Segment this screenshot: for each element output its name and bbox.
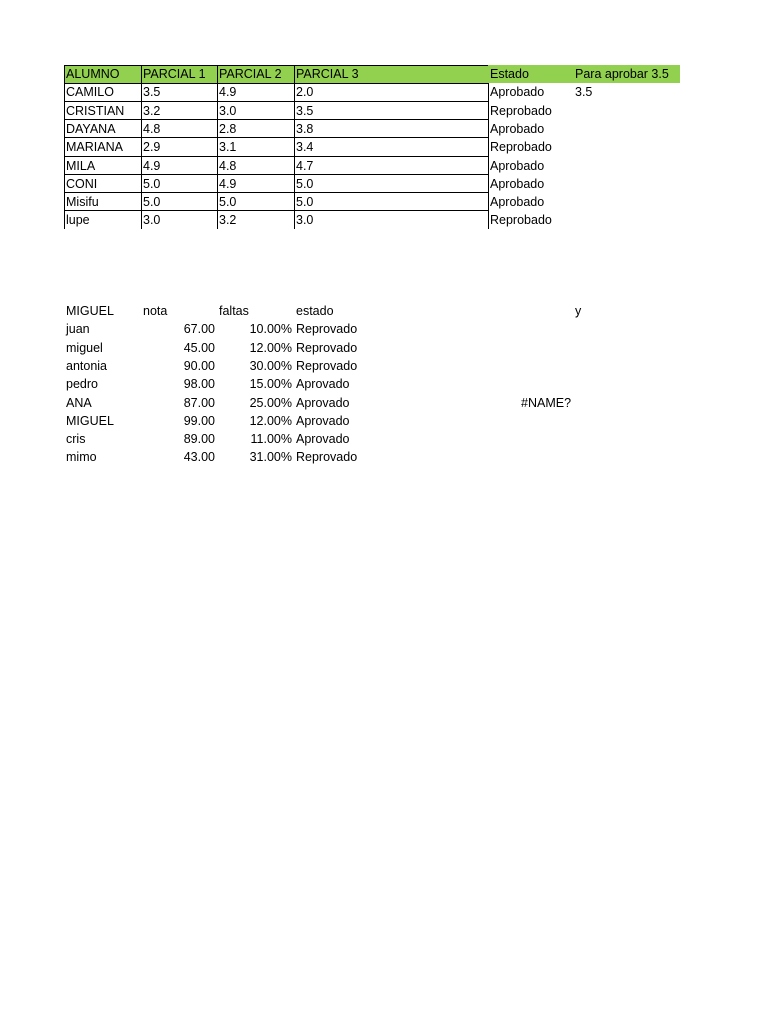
header-parcial-3[interactable]: PARCIAL 3 xyxy=(294,65,488,83)
table-cell[interactable]: juan xyxy=(66,322,90,336)
grid-line xyxy=(64,137,489,138)
table-cell[interactable]: 4.9 xyxy=(219,176,237,191)
table-cell[interactable]: Reprovado xyxy=(296,358,358,373)
table-cell[interactable]: 3.4 xyxy=(296,139,314,154)
grid-line xyxy=(64,174,489,175)
table-cell[interactable]: Reprovado xyxy=(296,450,358,464)
threshold-label[interactable]: Para aprobar 3.5 xyxy=(573,65,680,83)
table-cell[interactable]: 4.9 xyxy=(219,85,237,99)
table-cell[interactable]: lupe xyxy=(66,212,90,227)
grid-line xyxy=(64,83,489,84)
y-label[interactable]: y xyxy=(575,304,582,318)
estado-cell[interactable]: Aprobado xyxy=(490,158,545,173)
table-cell[interactable]: Aprovado xyxy=(296,431,350,446)
table-cell[interactable]: 2.8 xyxy=(219,121,237,136)
table-cell[interactable]: CAMILO xyxy=(66,85,114,99)
table-cell[interactable]: 30.00% xyxy=(249,358,292,373)
table-cell[interactable]: 45.00 xyxy=(183,340,215,355)
table-cell[interactable]: 5.0 xyxy=(219,194,237,209)
threshold-value[interactable]: 3.5 xyxy=(575,85,593,99)
grid-line xyxy=(64,119,489,120)
table-cell[interactable]: cris xyxy=(66,431,86,446)
table-cell[interactable]: mimo xyxy=(66,450,97,464)
estado-cell[interactable]: Reprobado xyxy=(490,103,552,118)
table-cell[interactable]: MILA xyxy=(66,158,96,173)
table-cell[interactable]: Aprovado xyxy=(296,413,350,428)
table-cell[interactable]: 3.0 xyxy=(296,212,314,227)
grid-line xyxy=(64,65,65,229)
table-cell[interactable]: 4.9 xyxy=(143,158,161,173)
estado-cell[interactable]: Reprobado xyxy=(490,212,552,227)
table-cell[interactable]: pedro xyxy=(66,377,98,391)
table-cell[interactable]: 15.00% xyxy=(249,377,292,391)
table-cell[interactable]: 87.00 xyxy=(183,395,215,410)
header-parcial-2[interactable]: PARCIAL 2 xyxy=(217,65,294,83)
grid-line xyxy=(141,65,142,229)
header-faltas[interactable]: faltas xyxy=(219,304,249,318)
grid-line xyxy=(217,65,218,229)
table-cell[interactable]: 3.8 xyxy=(296,121,314,136)
table-cell[interactable]: Misifu xyxy=(66,194,99,209)
grid-line xyxy=(64,210,489,211)
grid-line xyxy=(64,65,489,66)
table-cell[interactable]: 5.0 xyxy=(296,176,314,191)
header-estado-2[interactable]: estado xyxy=(296,304,334,318)
estado-cell[interactable]: Aprobado xyxy=(490,194,545,209)
table-cell[interactable]: 67.00 xyxy=(183,322,215,336)
table-cell[interactable]: 11.00% xyxy=(250,431,292,446)
header-estado[interactable]: Estado xyxy=(488,65,573,83)
table-cell[interactable]: 3.2 xyxy=(143,103,161,118)
table-cell[interactable]: Reprovado xyxy=(296,322,358,336)
table-cell[interactable]: DAYANA xyxy=(66,121,116,136)
table-cell[interactable]: Aprovado xyxy=(296,395,350,410)
table-cell[interactable]: 25.00% xyxy=(249,395,292,410)
grid-line xyxy=(64,156,489,157)
table-cell[interactable]: 3.0 xyxy=(143,212,161,227)
table-cell[interactable]: 5.0 xyxy=(143,194,161,209)
header-parcial-1[interactable]: PARCIAL 1 xyxy=(141,65,217,83)
estado-cell[interactable]: Reprobado xyxy=(490,139,552,154)
table-cell[interactable]: 3.1 xyxy=(219,139,237,154)
table-cell[interactable]: 99.00 xyxy=(183,413,215,428)
table-cell[interactable]: CRISTIAN xyxy=(66,103,125,118)
table-cell[interactable]: 5.0 xyxy=(143,176,161,191)
table-cell[interactable]: 89.00 xyxy=(183,431,215,446)
table-cell[interactable]: 5.0 xyxy=(296,194,314,209)
table-cell[interactable]: 2.9 xyxy=(143,139,161,154)
grid-line xyxy=(294,65,295,229)
table-cell[interactable]: MIGUEL xyxy=(66,413,114,428)
table-cell[interactable]: 4.8 xyxy=(143,121,161,136)
table-cell[interactable]: 3.5 xyxy=(296,103,314,118)
table-cell[interactable]: 98.00 xyxy=(183,377,215,391)
table-cell[interactable]: 3.0 xyxy=(219,103,237,118)
table-cell[interactable]: 12.00% xyxy=(249,413,292,428)
table-cell[interactable]: 3.5 xyxy=(143,85,161,99)
table-cell[interactable]: ANA xyxy=(66,395,92,410)
table-cell[interactable]: antonia xyxy=(66,358,108,373)
estado-cell[interactable]: Aprobado xyxy=(490,121,545,136)
table-cell[interactable]: Reprovado xyxy=(296,340,358,355)
table-cell[interactable]: 10.00% xyxy=(249,322,292,336)
header-alumno[interactable]: ALUMNO xyxy=(64,65,141,83)
table-cell[interactable]: 2.0 xyxy=(296,85,314,99)
header-miguel[interactable]: MIGUEL xyxy=(66,304,114,318)
table-cell[interactable]: 12.00% xyxy=(249,340,292,355)
estado-cell[interactable]: Aprobado xyxy=(490,85,545,99)
grid-line xyxy=(64,101,489,102)
table-cell[interactable]: CONI xyxy=(66,176,98,191)
table-cell[interactable]: 43.00 xyxy=(183,450,215,464)
table-cell[interactable]: 90.00 xyxy=(183,358,215,373)
grid-line xyxy=(64,192,489,193)
table-cell[interactable]: Aprovado xyxy=(296,377,350,391)
name-error-cell[interactable]: #NAME? xyxy=(521,395,572,410)
table-cell[interactable]: 3.2 xyxy=(219,212,237,227)
table-cell[interactable]: 31.00% xyxy=(249,450,292,464)
header-nota[interactable]: nota xyxy=(143,304,168,318)
table-cell[interactable]: 4.7 xyxy=(296,158,314,173)
table-cell[interactable]: miguel xyxy=(66,340,103,355)
estado-cell[interactable]: Aprobado xyxy=(490,176,545,191)
table-cell[interactable]: MARIANA xyxy=(66,139,123,154)
table-cell[interactable]: 4.8 xyxy=(219,158,237,173)
